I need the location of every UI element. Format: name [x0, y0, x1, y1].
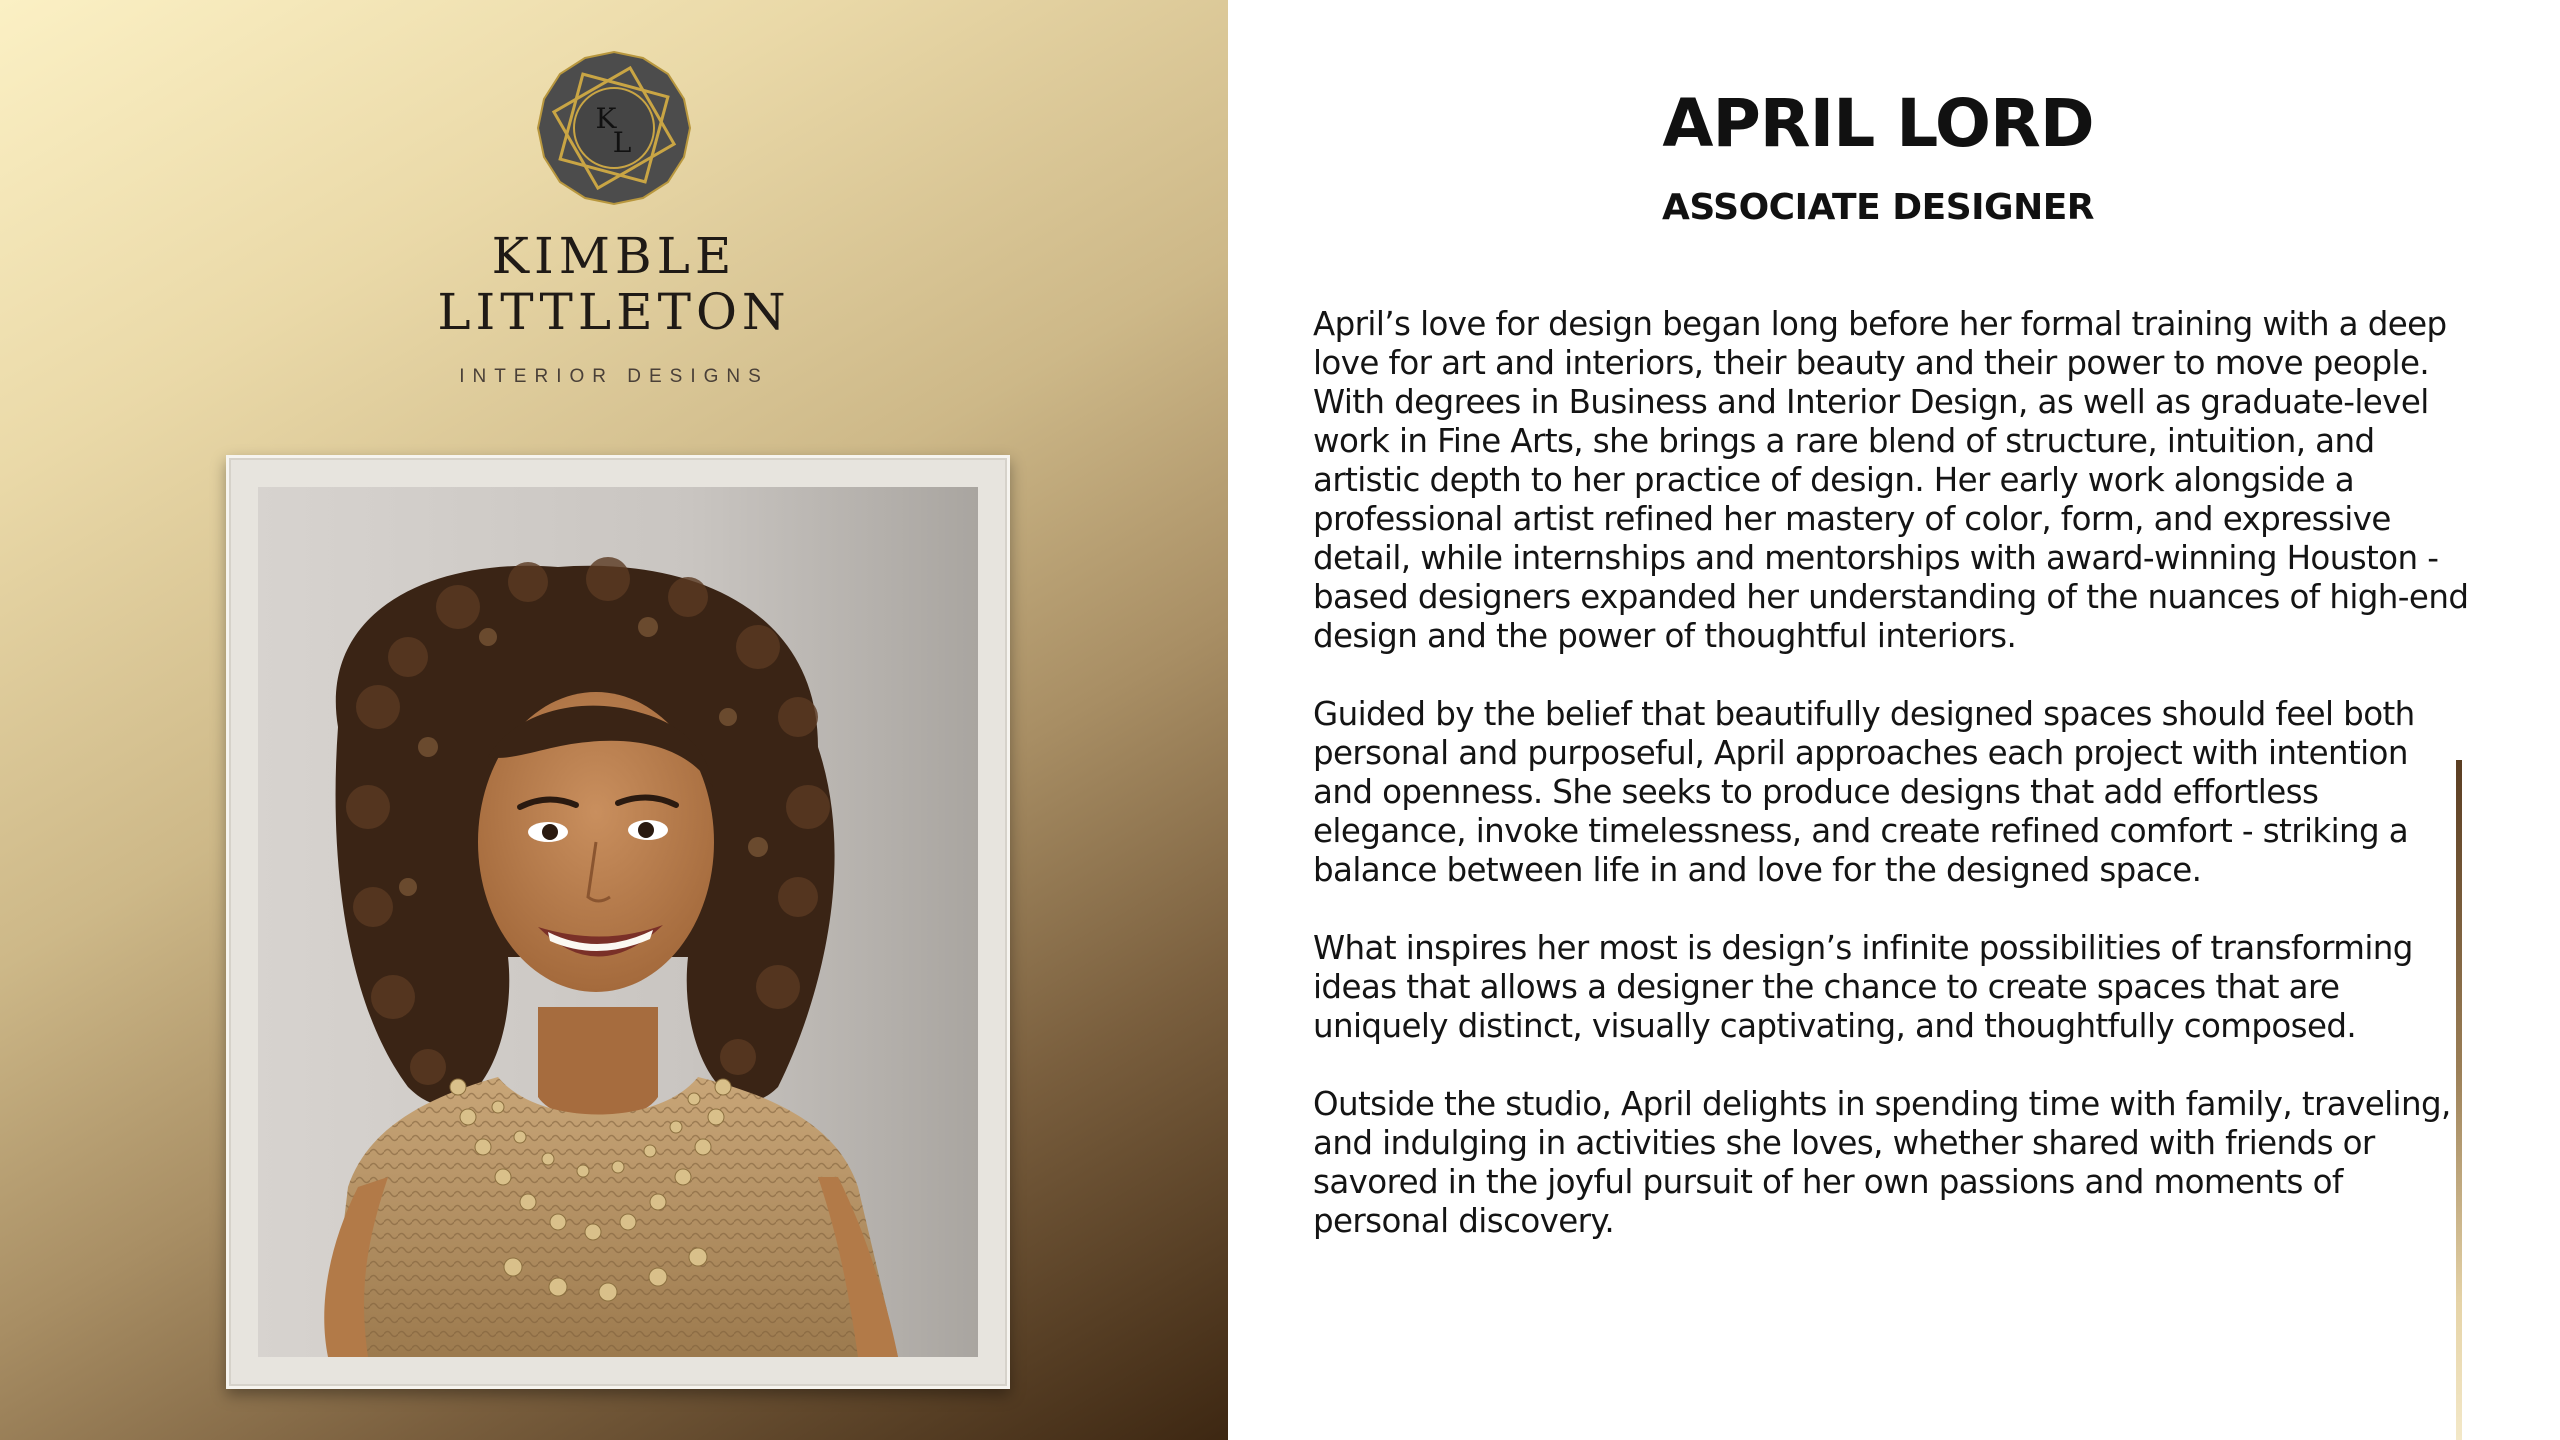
designer-name: APRIL LORD	[1662, 85, 2094, 162]
bio-paragraph-2: Guided by the belief that beautifully designed spaces should feel both personal and purposeful, April approaches each project with intention and openness. She seeks to produce designs that add effortless elegance, invoke timelessness, and create refined comfort - striking a balance between life in and love for the designed space.	[1313, 695, 2415, 889]
left-panel	[0, 0, 1228, 1440]
brand-name-line2: LITTLETON	[437, 283, 791, 341]
designer-title: ASSOCIATE DESIGNER	[1661, 187, 2095, 228]
portrait-illustration	[258, 487, 978, 1357]
monogram-emblem-icon	[536, 50, 692, 206]
bio-paragraph-3: What inspires her most is design’s infinite possibilities of transforming ideas that allows a designer the chance to create spaces that are uniquely distinct, visually captivating, and thoughtfully composed.	[1313, 929, 2413, 1045]
portrait-frame	[226, 455, 1010, 1389]
brand-tagline: INTERIOR DESIGNS	[459, 366, 769, 387]
portrait-photo	[258, 487, 978, 1357]
monogram-l: L	[612, 126, 632, 159]
monogram-k: K	[595, 102, 617, 135]
bio-paragraph-1: April’s love for design began long before her formal training with a deep love for art and interiors, their beauty and their power to move people. With degrees in Business and Interior Design, as well as graduate-level work in Fine Arts, she brings a rare blend of structure, intuition, and artistic depth to her practice of design. Her early work alongside a professional artist refined her mastery of color, form, and expressive detail, while internships and mentorships with award-winning Houston - based designers expanded her understanding of the nuances of high-end design and the power of thoughtful interiors.	[1313, 305, 2469, 655]
right-panel	[1228, 0, 2560, 1440]
brand-name-line1: KIMBLE	[491, 227, 737, 285]
biography	[1313, 305, 2473, 1280]
bio-paragraph-4: Outside the studio, April delights in spending time with family, traveling, and indulging in activities she loves, whether shared with friends or savored in the joyful pursuit of her own passions and moments of personal discovery.	[1313, 1085, 2451, 1240]
company-logo	[0, 50, 1228, 388]
decorative-accent-line	[2456, 760, 2462, 1440]
